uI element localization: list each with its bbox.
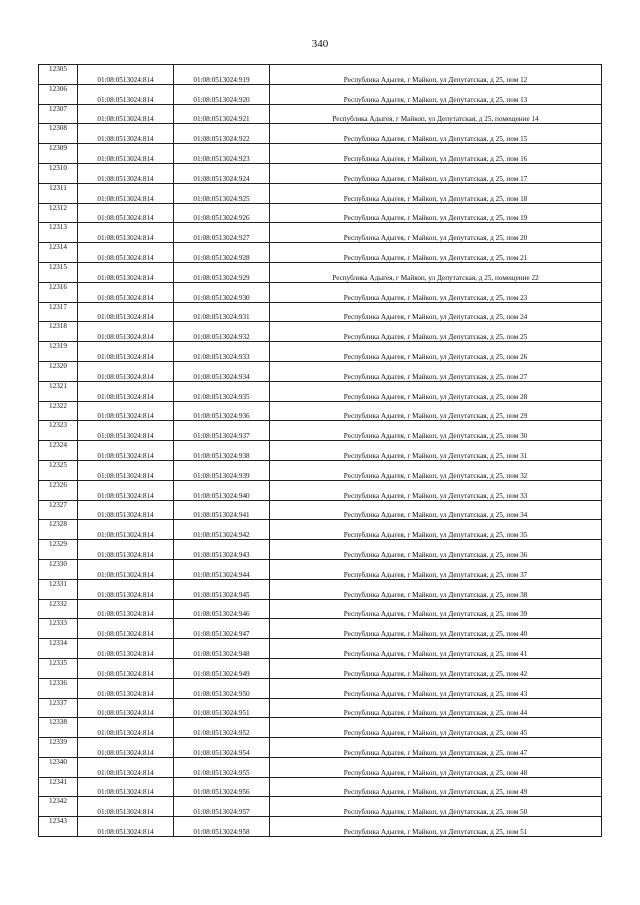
cadastral-number-cell: 01:08:0513024:940 xyxy=(174,480,270,500)
table-row xyxy=(39,401,602,421)
parent-cadastral-number-cell: 01:08:0513024:814 xyxy=(78,381,174,401)
page-number: 340 xyxy=(311,38,329,50)
row-number-cell: 12341 xyxy=(39,777,78,797)
cadastral-number-cell: 01:08:0513024:947 xyxy=(174,619,270,639)
parent-cadastral-number-cell: 01:08:0513024:814 xyxy=(78,104,174,124)
address-cell: Республика Адыгея, г Майкоп, ул Депутатская, д 25, пом 39 xyxy=(270,599,602,619)
row-number-cell: 12335 xyxy=(39,658,78,678)
table-row xyxy=(39,678,602,698)
address-cell: Республика Адыгея, г Майкоп, ул Депутатская, д 25, пом 36 xyxy=(270,540,602,560)
parent-cadastral-number-cell: 01:08:0513024:814 xyxy=(78,599,174,619)
address-cell: Республика Адыгея, г Майкоп, ул Депутатская, д 25, пом 31 xyxy=(270,441,602,461)
address-cell: Республика Адыгея, г Майкоп, ул Депутатская, д 25, пом 40 xyxy=(270,619,602,639)
row-number-cell: 12314 xyxy=(39,243,78,263)
row-number-cell: 12320 xyxy=(39,361,78,381)
parent-cadastral-number-cell: 01:08:0513024:814 xyxy=(78,65,174,85)
parent-cadastral-number-cell: 01:08:0513024:814 xyxy=(78,460,174,480)
parent-cadastral-number-cell: 01:08:0513024:814 xyxy=(78,480,174,500)
row-number-cell: 12325 xyxy=(39,460,78,480)
cadastral-number-cell: 01:08:0513024:950 xyxy=(174,678,270,698)
cadastral-number-cell: 01:08:0513024:924 xyxy=(174,163,270,183)
table-row xyxy=(39,757,602,777)
table-row xyxy=(39,520,602,540)
parent-cadastral-number-cell: 01:08:0513024:814 xyxy=(78,84,174,104)
parent-cadastral-number-cell: 01:08:0513024:814 xyxy=(78,302,174,322)
row-number-cell: 12330 xyxy=(39,559,78,579)
parent-cadastral-number-cell: 01:08:0513024:814 xyxy=(78,203,174,223)
cadastral-number-cell: 01:08:0513024:926 xyxy=(174,203,270,223)
cadastral-number-cell: 01:08:0513024:945 xyxy=(174,579,270,599)
row-number-cell: 12321 xyxy=(39,381,78,401)
row-number-cell: 12313 xyxy=(39,223,78,243)
table-row xyxy=(39,124,602,144)
parent-cadastral-number-cell: 01:08:0513024:814 xyxy=(78,441,174,461)
row-number-cell: 12332 xyxy=(39,599,78,619)
row-number-cell: 12319 xyxy=(39,342,78,362)
table-row xyxy=(39,441,602,461)
parent-cadastral-number-cell: 01:08:0513024:814 xyxy=(78,282,174,302)
table-row xyxy=(39,797,602,817)
table-row xyxy=(39,540,602,560)
address-cell: Республика Адыгея, г Майкоп, ул Депутатская, д 25, пом 30 xyxy=(270,421,602,441)
parent-cadastral-number-cell: 01:08:0513024:814 xyxy=(78,322,174,342)
parent-cadastral-number-cell: 01:08:0513024:814 xyxy=(78,579,174,599)
row-number-cell: 12315 xyxy=(39,262,78,282)
table-row xyxy=(39,421,602,441)
parent-cadastral-number-cell: 01:08:0513024:814 xyxy=(78,520,174,540)
address-cell: Республика Адыгея, г Майкоп, ул Депутатская, д 25, пом 28 xyxy=(270,381,602,401)
cadastral-number-cell: 01:08:0513024:931 xyxy=(174,302,270,322)
cadastral-number-cell: 01:08:0513024:942 xyxy=(174,520,270,540)
address-cell: Республика Адыгея, г Майкоп, ул Депутатская, д 25, пом 13 xyxy=(270,84,602,104)
cadastral-number-cell: 01:08:0513024:958 xyxy=(174,817,270,837)
cadastral-number-cell: 01:08:0513024:949 xyxy=(174,658,270,678)
table-row xyxy=(39,381,602,401)
table-row xyxy=(39,361,602,381)
cadastral-number-cell: 01:08:0513024:956 xyxy=(174,777,270,797)
row-number-cell: 12340 xyxy=(39,757,78,777)
parent-cadastral-number-cell: 01:08:0513024:814 xyxy=(78,163,174,183)
table-row xyxy=(39,65,602,85)
cadastral-number-cell: 01:08:0513024:934 xyxy=(174,361,270,381)
address-cell: Республика Адыгея, г Майкоп, ул Депутатская, д 25, пом 29 xyxy=(270,401,602,421)
address-cell: Республика Адыгея, г Майкоп, ул Депутатская, д 25, помещение 14 xyxy=(270,104,602,124)
cadastral-number-cell: 01:08:0513024:935 xyxy=(174,381,270,401)
table-row xyxy=(39,579,602,599)
cadastral-number-cell: 01:08:0513024:939 xyxy=(174,460,270,480)
row-number-cell: 12322 xyxy=(39,401,78,421)
parent-cadastral-number-cell: 01:08:0513024:814 xyxy=(78,223,174,243)
table-row xyxy=(39,658,602,678)
row-number-cell: 12311 xyxy=(39,183,78,203)
address-cell: Республика Адыгея, г Майкоп, ул Депутатская, д 25, пом 47 xyxy=(270,738,602,758)
parent-cadastral-number-cell: 01:08:0513024:814 xyxy=(78,619,174,639)
address-cell: Республика Адыгея, г Майкоп, ул Депутатская, д 25, помещение 22 xyxy=(270,262,602,282)
cadastral-number-cell: 01:08:0513024:927 xyxy=(174,223,270,243)
cadastral-number-cell: 01:08:0513024:936 xyxy=(174,401,270,421)
cadastral-number-cell: 01:08:0513024:919 xyxy=(174,65,270,85)
cadastral-number-cell: 01:08:0513024:937 xyxy=(174,421,270,441)
address-cell: Республика Адыгея, г Майкоп, ул Депутатская, д 25, пом 26 xyxy=(270,342,602,362)
address-cell: Республика Адыгея, г Майкоп, ул Депутатская, д 25, пом 41 xyxy=(270,639,602,659)
table-row xyxy=(39,698,602,718)
parent-cadastral-number-cell: 01:08:0513024:814 xyxy=(78,144,174,164)
address-cell: Республика Адыгея, г Майкоп, ул Депутатская, д 25, пом 45 xyxy=(270,718,602,738)
address-cell: Республика Адыгея, г Майкоп, ул Депутатская, д 25, пом 43 xyxy=(270,678,602,698)
address-cell: Республика Адыгея, г Майкоп, ул Депутатская, д 25, пом 17 xyxy=(270,163,602,183)
row-number-cell: 12343 xyxy=(39,817,78,837)
cadastral-number-cell: 01:08:0513024:920 xyxy=(174,84,270,104)
cadastral-number-cell: 01:08:0513024:928 xyxy=(174,243,270,263)
address-cell: Республика Адыгея, г Майкоп, ул Депутатская, д 25, пом 50 xyxy=(270,797,602,817)
row-number-cell: 12312 xyxy=(39,203,78,223)
parent-cadastral-number-cell: 01:08:0513024:814 xyxy=(78,698,174,718)
cadastral-number-cell: 01:08:0513024:955 xyxy=(174,757,270,777)
row-number-cell: 12336 xyxy=(39,678,78,698)
cadastral-number-cell: 01:08:0513024:948 xyxy=(174,639,270,659)
parent-cadastral-number-cell: 01:08:0513024:814 xyxy=(78,262,174,282)
address-cell: Республика Адыгея, г Майкоп, ул Депутатская, д 25, пом 37 xyxy=(270,559,602,579)
parent-cadastral-number-cell: 01:08:0513024:814 xyxy=(78,401,174,421)
parent-cadastral-number-cell: 01:08:0513024:814 xyxy=(78,797,174,817)
address-cell: Республика Адыгея, г Майкоп, ул Депутатская, д 25, пом 19 xyxy=(270,203,602,223)
address-cell: Республика Адыгея, г Майкоп, ул Депутатская, д 25, пом 44 xyxy=(270,698,602,718)
table-row xyxy=(39,243,602,263)
parent-cadastral-number-cell: 01:08:0513024:814 xyxy=(78,500,174,520)
cadastral-number-cell: 01:08:0513024:923 xyxy=(174,144,270,164)
table-row xyxy=(39,322,602,342)
address-cell: Республика Адыгея, г Майкоп, ул Депутатская, д 25, пом 33 xyxy=(270,480,602,500)
parent-cadastral-number-cell: 01:08:0513024:814 xyxy=(78,559,174,579)
table-row xyxy=(39,342,602,362)
address-cell: Республика Адыгея, г Майкоп, ул Депутатская, д 25, пом 51 xyxy=(270,817,602,837)
address-cell: Республика Адыгея, г Майкоп, ул Депутатская, д 25, пом 32 xyxy=(270,460,602,480)
parent-cadastral-number-cell: 01:08:0513024:814 xyxy=(78,183,174,203)
cadastral-number-cell: 01:08:0513024:946 xyxy=(174,599,270,619)
address-cell: Республика Адыгея, г Майкоп, ул Депутатская, д 25, пом 34 xyxy=(270,500,602,520)
cadastral-number-cell: 01:08:0513024:929 xyxy=(174,262,270,282)
table-row xyxy=(39,163,602,183)
table-row xyxy=(39,183,602,203)
parent-cadastral-number-cell: 01:08:0513024:814 xyxy=(78,678,174,698)
table-row xyxy=(39,718,602,738)
address-cell: Республика Адыгея, г Майкоп, ул Депутатская, д 25, пом 20 xyxy=(270,223,602,243)
address-cell: Республика Адыгея, г Майкоп, ул Депутатская, д 25, пом 25 xyxy=(270,322,602,342)
parent-cadastral-number-cell: 01:08:0513024:814 xyxy=(78,124,174,144)
table-row xyxy=(39,500,602,520)
address-cell: Республика Адыгея, г Майкоп, ул Депутатская, д 25, пом 16 xyxy=(270,144,602,164)
address-cell: Республика Адыгея, г Майкоп, ул Депутатская, д 25, пом 42 xyxy=(270,658,602,678)
table-row xyxy=(39,104,602,124)
parent-cadastral-number-cell: 01:08:0513024:814 xyxy=(78,738,174,758)
table-row xyxy=(39,817,602,837)
registry-table xyxy=(38,64,602,837)
row-number-cell: 12305 xyxy=(39,65,78,85)
cadastral-number-cell: 01:08:0513024:938 xyxy=(174,441,270,461)
address-cell: Республика Адыгея, г Майкоп, ул Депутатская, д 25, пом 23 xyxy=(270,282,602,302)
parent-cadastral-number-cell: 01:08:0513024:814 xyxy=(78,817,174,837)
row-number-cell: 12331 xyxy=(39,579,78,599)
row-number-cell: 12328 xyxy=(39,520,78,540)
cadastral-number-cell: 01:08:0513024:943 xyxy=(174,540,270,560)
table-row xyxy=(39,639,602,659)
parent-cadastral-number-cell: 01:08:0513024:814 xyxy=(78,777,174,797)
address-cell: Республика Адыгея, г Майкоп, ул Депутатская, д 25, пом 21 xyxy=(270,243,602,263)
row-number-cell: 12308 xyxy=(39,124,78,144)
row-number-cell: 12333 xyxy=(39,619,78,639)
row-number-cell: 12316 xyxy=(39,282,78,302)
registry-table-body xyxy=(39,65,602,837)
table-row xyxy=(39,599,602,619)
row-number-cell: 12306 xyxy=(39,84,78,104)
parent-cadastral-number-cell: 01:08:0513024:814 xyxy=(78,243,174,263)
address-cell: Республика Адыгея, г Майкоп, ул Депутатская, д 25, пом 12 xyxy=(270,65,602,85)
cadastral-number-cell: 01:08:0513024:933 xyxy=(174,342,270,362)
parent-cadastral-number-cell: 01:08:0513024:814 xyxy=(78,361,174,381)
table-row xyxy=(39,738,602,758)
cadastral-number-cell: 01:08:0513024:930 xyxy=(174,282,270,302)
cadastral-number-cell: 01:08:0513024:921 xyxy=(174,104,270,124)
table-row xyxy=(39,480,602,500)
cadastral-number-cell: 01:08:0513024:954 xyxy=(174,738,270,758)
parent-cadastral-number-cell: 01:08:0513024:814 xyxy=(78,718,174,738)
address-cell: Республика Адыгея, г Майкоп, ул Депутатская, д 25, пом 27 xyxy=(270,361,602,381)
row-number-cell: 12323 xyxy=(39,421,78,441)
table-row xyxy=(39,203,602,223)
row-number-cell: 12310 xyxy=(39,163,78,183)
cadastral-number-cell: 01:08:0513024:941 xyxy=(174,500,270,520)
row-number-cell: 12309 xyxy=(39,144,78,164)
parent-cadastral-number-cell: 01:08:0513024:814 xyxy=(78,658,174,678)
table-row xyxy=(39,282,602,302)
address-cell: Республика Адыгея, г Майкоп, ул Депутатская, д 25, пом 24 xyxy=(270,302,602,322)
table-row xyxy=(39,777,602,797)
row-number-cell: 12318 xyxy=(39,322,78,342)
address-cell: Республика Адыгея, г Майкоп, ул Депутатская, д 25, пом 35 xyxy=(270,520,602,540)
table-row xyxy=(39,262,602,282)
row-number-cell: 12339 xyxy=(39,738,78,758)
row-number-cell: 12329 xyxy=(39,540,78,560)
table-row xyxy=(39,619,602,639)
table-row xyxy=(39,84,602,104)
parent-cadastral-number-cell: 01:08:0513024:814 xyxy=(78,639,174,659)
address-cell: Республика Адыгея, г Майкоп, ул Депутатская, д 25, пом 18 xyxy=(270,183,602,203)
cadastral-number-cell: 01:08:0513024:922 xyxy=(174,124,270,144)
cadastral-number-cell: 01:08:0513024:932 xyxy=(174,322,270,342)
table-row xyxy=(39,559,602,579)
table-row xyxy=(39,223,602,243)
cadastral-number-cell: 01:08:0513024:952 xyxy=(174,718,270,738)
table-row xyxy=(39,302,602,322)
parent-cadastral-number-cell: 01:08:0513024:814 xyxy=(78,757,174,777)
table-row xyxy=(39,144,602,164)
address-cell: Республика Адыгея, г Майкоп, ул Депутатская, д 25, пом 49 xyxy=(270,777,602,797)
row-number-cell: 12327 xyxy=(39,500,78,520)
parent-cadastral-number-cell: 01:08:0513024:814 xyxy=(78,540,174,560)
address-cell: Республика Адыгея, г Майкоп, ул Депутатская, д 25, пом 15 xyxy=(270,124,602,144)
row-number-cell: 12324 xyxy=(39,441,78,461)
cadastral-number-cell: 01:08:0513024:951 xyxy=(174,698,270,718)
cadastral-number-cell: 01:08:0513024:944 xyxy=(174,559,270,579)
row-number-cell: 12317 xyxy=(39,302,78,322)
address-cell: Республика Адыгея, г Майкоп, ул Депутатская, д 25, пом 48 xyxy=(270,757,602,777)
parent-cadastral-number-cell: 01:08:0513024:814 xyxy=(78,342,174,362)
cadastral-number-cell: 01:08:0513024:925 xyxy=(174,183,270,203)
row-number-cell: 12338 xyxy=(39,718,78,738)
row-number-cell: 12334 xyxy=(39,639,78,659)
row-number-cell: 12342 xyxy=(39,797,78,817)
row-number-cell: 12337 xyxy=(39,698,78,718)
address-cell: Республика Адыгея, г Майкоп, ул Депутатская, д 25, пом 38 xyxy=(270,579,602,599)
cadastral-number-cell: 01:08:0513024:957 xyxy=(174,797,270,817)
row-number-cell: 12307 xyxy=(39,104,78,124)
row-number-cell: 12326 xyxy=(39,480,78,500)
parent-cadastral-number-cell: 01:08:0513024:814 xyxy=(78,421,174,441)
table-row xyxy=(39,460,602,480)
